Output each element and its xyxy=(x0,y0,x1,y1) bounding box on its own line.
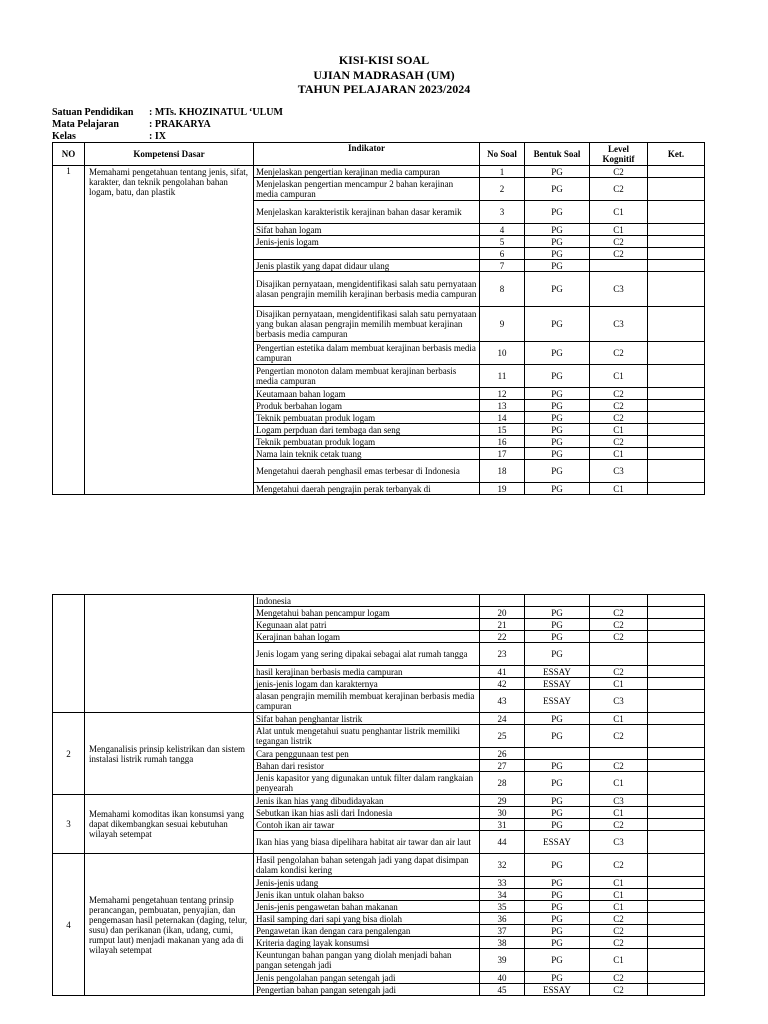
no-soal-cell: 25 xyxy=(480,725,525,748)
level-kognitif-cell: C1 xyxy=(590,365,648,388)
no-soal-cell: 16 xyxy=(480,436,525,448)
no-soal-cell: 2 xyxy=(480,178,525,201)
kisi-kisi-table-page-1 xyxy=(52,142,705,495)
bentuk-soal-cell: PG xyxy=(525,448,590,460)
bentuk-soal-cell: PG xyxy=(525,178,590,201)
bentuk-soal-cell: PG xyxy=(525,483,590,495)
bentuk-soal-cell xyxy=(525,748,590,760)
ket-cell xyxy=(648,877,705,889)
indikator-cell: Menjelaskan pengertian kerajinan media campuran xyxy=(254,166,480,178)
bentuk-soal-cell: PG xyxy=(525,272,590,307)
table-row xyxy=(53,166,705,178)
no-soal-cell: 45 xyxy=(480,984,525,996)
no-soal-cell: 29 xyxy=(480,795,525,807)
table-row xyxy=(53,595,705,607)
bentuk-soal-cell xyxy=(525,595,590,607)
level-kognitif-cell: C1 xyxy=(590,807,648,819)
level-kognitif-cell: C2 xyxy=(590,972,648,984)
no-soal-cell: 40 xyxy=(480,972,525,984)
ket-cell xyxy=(648,424,705,436)
level-kognitif-cell: C2 xyxy=(590,631,648,643)
ket-cell xyxy=(648,984,705,996)
title-line-2: UJIAN MADRASAH (UM) xyxy=(313,67,455,82)
bentuk-soal-cell: PG xyxy=(525,224,590,236)
level-kognitif-cell: C1 xyxy=(590,877,648,889)
level-kognitif-cell: C1 xyxy=(590,949,648,972)
no-soal-cell: 4 xyxy=(480,224,525,236)
no-soal-cell: 26 xyxy=(480,748,525,760)
meta-label: Mata Pelajaran xyxy=(52,119,119,130)
ket-cell xyxy=(648,949,705,972)
header-no-soal: No Soal xyxy=(480,143,525,166)
meta-satuan-pendidikan xyxy=(52,107,283,119)
indikator-cell: Mengetahui bahan pencampur logam xyxy=(254,607,480,619)
level-kognitif-cell: C1 xyxy=(590,201,648,224)
level-kognitif-cell: C2 xyxy=(590,619,648,631)
indikator-cell: Kegunaan alat patri xyxy=(254,619,480,631)
header-no: NO xyxy=(53,143,85,166)
ket-cell xyxy=(648,224,705,236)
no-soal-cell: 19 xyxy=(480,483,525,495)
indikator-cell: Mengetahui daerah penghasil emas terbesar di Indonesia xyxy=(254,460,480,483)
level-kognitif-cell: C2 xyxy=(590,178,648,201)
ket-cell xyxy=(648,643,705,666)
no-soal-cell: 13 xyxy=(480,400,525,412)
ket-cell xyxy=(648,272,705,307)
level-kognitif-cell: C2 xyxy=(590,854,648,877)
ket-cell xyxy=(648,607,705,619)
ket-cell xyxy=(648,678,705,690)
header-kompetensi-dasar: Kompetensi Dasar xyxy=(85,143,254,166)
no-soal-cell: 20 xyxy=(480,607,525,619)
indikator-cell: jenis-jenis logam dan karakternya xyxy=(254,678,480,690)
bentuk-soal-cell: PG xyxy=(525,248,590,260)
ket-cell xyxy=(648,260,705,272)
indikator-cell: Disajikan pernyataan, mengidentifikasi salah satu pernyataan yang bukan alasan pengrajin memilih membuat kerajinan berbasis media campuran xyxy=(254,307,480,342)
ket-cell xyxy=(648,236,705,248)
ket-cell xyxy=(648,166,705,178)
indikator-cell: Pengawetan ikan dengan cara pengalengan xyxy=(254,925,480,937)
kisi-kisi-table-page-2 xyxy=(52,594,705,996)
level-kognitif-cell xyxy=(590,595,648,607)
bentuk-soal-cell: PG xyxy=(525,901,590,913)
level-kognitif-cell: C1 xyxy=(590,224,648,236)
level-kognitif-cell: C2 xyxy=(590,760,648,772)
no-soal-cell: 44 xyxy=(480,831,525,854)
ket-cell xyxy=(648,760,705,772)
no-soal-cell: 17 xyxy=(480,448,525,460)
table-row xyxy=(53,713,705,725)
level-kognitif-cell: C2 xyxy=(590,666,648,678)
bentuk-soal-cell: PG xyxy=(525,913,590,925)
ket-cell xyxy=(648,937,705,949)
header-level-kognitif: Level Kognitif xyxy=(590,143,648,166)
indikator-cell: Jenis ikan hias yang dibudidayakan xyxy=(254,795,480,807)
bentuk-soal-cell: PG xyxy=(525,854,590,877)
ket-cell xyxy=(648,666,705,678)
bentuk-soal-cell: ESSAY xyxy=(525,831,590,854)
level-kognitif-cell: C2 xyxy=(590,388,648,400)
indikator-cell: Alat untuk mengetahui suatu penghantar listrik memiliki tegangan listrik xyxy=(254,725,480,748)
level-kognitif-cell: C1 xyxy=(590,424,648,436)
no-soal-cell: 6 xyxy=(480,248,525,260)
level-kognitif-cell: C2 xyxy=(590,937,648,949)
level-kognitif-cell: C2 xyxy=(590,925,648,937)
no-soal-cell: 23 xyxy=(480,643,525,666)
indikator-cell: Pengertian bahan pangan setengah jadi xyxy=(254,984,480,996)
indikator-cell: Menjelaskan karakteristik kerajinan bahan dasar keramik xyxy=(254,201,480,224)
meta-mata-pelajaran xyxy=(52,119,283,131)
no-soal-cell: 30 xyxy=(480,807,525,819)
bentuk-soal-cell: PG xyxy=(525,972,590,984)
indikator-cell: Logam perpduan dari tembaga dan seng xyxy=(254,424,480,436)
bentuk-soal-cell: PG xyxy=(525,643,590,666)
level-kognitif-cell: C1 xyxy=(590,448,648,460)
indikator-cell: Jenis pengolahan pangan setengah jadi xyxy=(254,972,480,984)
indikator-cell: Jenis-jenis logam xyxy=(254,236,480,248)
bentuk-soal-cell: PG xyxy=(525,631,590,643)
title-line-3: TAHUN PELAJARAN 2023/2024 xyxy=(297,82,471,96)
ket-cell xyxy=(648,831,705,854)
kompetensi-dasar-cell xyxy=(85,595,254,713)
no-soal-cell: 8 xyxy=(480,272,525,307)
level-kognitif-cell: C1 xyxy=(590,713,648,725)
no-soal-cell: 18 xyxy=(480,460,525,483)
level-kognitif-cell: C3 xyxy=(590,307,648,342)
indikator-cell: Disajikan pernyataan, mengidentifikasi salah satu pernyataan alasan pengrajin memilih kerajinan berbasis media campuran xyxy=(254,272,480,307)
bentuk-soal-cell: ESSAY xyxy=(525,690,590,713)
no-soal-cell: 43 xyxy=(480,690,525,713)
kompetensi-dasar-cell: Memahami pengetahuan tentang prinsip perancangan, pembuatan, penyajian, dan pengemasan hasil peternakan (daging, telur, susu) dan perikanan (ikan, udang, cumi, rumput laut) menjadi makanan yang ada di wilayah setempat xyxy=(85,854,254,996)
indikator-cell: Hasil samping dari sapi yang bisa diolah xyxy=(254,913,480,925)
ket-cell xyxy=(648,201,705,224)
no-soal-cell: 37 xyxy=(480,925,525,937)
ket-cell xyxy=(648,772,705,795)
no-soal-cell: 9 xyxy=(480,307,525,342)
indikator-cell: hasil kerajinan berbasis media campuran xyxy=(254,666,480,678)
indikator-cell: Pengertian estetika dalam membuat kerajinan berbasis media campuran xyxy=(254,342,480,365)
ket-cell xyxy=(648,342,705,365)
no-soal-cell: 35 xyxy=(480,901,525,913)
group-number xyxy=(53,595,85,713)
no-soal-cell: 7 xyxy=(480,260,525,272)
level-kognitif-cell: C1 xyxy=(590,483,648,495)
no-soal-cell: 38 xyxy=(480,937,525,949)
no-soal-cell: 21 xyxy=(480,619,525,631)
kompetensi-dasar-cell: Memahami komoditas ikan konsumsi yang dapat dikembangkan sesuai kebutuhan wilayah setempat xyxy=(85,795,254,854)
indikator-cell: Jenis ikan untuk olahan bakso xyxy=(254,889,480,901)
no-soal-cell xyxy=(480,595,525,607)
bentuk-soal-cell: PG xyxy=(525,877,590,889)
header-ket: Ket. xyxy=(648,143,705,166)
level-kognitif-cell: C2 xyxy=(590,984,648,996)
indikator-cell: Sifat bahan logam xyxy=(254,224,480,236)
bentuk-soal-cell: PG xyxy=(525,365,590,388)
indikator-cell xyxy=(254,248,480,260)
bentuk-soal-cell: PG xyxy=(525,713,590,725)
bentuk-soal-cell: PG xyxy=(525,260,590,272)
indikator-cell: Indonesia xyxy=(254,595,480,607)
bentuk-soal-cell: ESSAY xyxy=(525,678,590,690)
no-soal-cell: 14 xyxy=(480,412,525,424)
level-kognitif-cell: C2 xyxy=(590,436,648,448)
indikator-cell: Produk berbahan logam xyxy=(254,400,480,412)
no-soal-cell: 41 xyxy=(480,666,525,678)
bentuk-soal-cell: PG xyxy=(525,436,590,448)
level-kognitif-cell xyxy=(590,260,648,272)
indikator-cell: Sifat bahan penghantar listrik xyxy=(254,713,480,725)
ket-cell xyxy=(648,795,705,807)
ket-cell xyxy=(648,460,705,483)
ket-cell xyxy=(648,365,705,388)
header-bentuk-soal: Bentuk Soal xyxy=(525,143,590,166)
no-soal-cell: 31 xyxy=(480,819,525,831)
level-kognitif-cell: C2 xyxy=(590,412,648,424)
indikator-cell: Jenis-jenis pengawetan bahan makanan xyxy=(254,901,480,913)
ket-cell xyxy=(648,807,705,819)
bentuk-soal-cell: PG xyxy=(525,388,590,400)
ket-cell xyxy=(648,972,705,984)
ket-cell xyxy=(648,925,705,937)
no-soal-cell: 24 xyxy=(480,713,525,725)
indikator-cell: Menjelaskan pengertian mencampur 2 bahan kerajinan media campuran xyxy=(254,178,480,201)
indikator-cell: Kriteria daging layak konsumsi xyxy=(254,937,480,949)
kompetensi-dasar-cell: Memahami pengetahuan tentang jenis, sifat, karakter, dan teknik pengolahan bahan logam, batu, dan plastik xyxy=(85,166,254,495)
level-kognitif-cell: C2 xyxy=(590,725,648,748)
indikator-cell: Kerajinan bahan logam xyxy=(254,631,480,643)
group-number: 2 xyxy=(53,713,85,795)
level-kognitif-cell: C2 xyxy=(590,607,648,619)
ket-cell xyxy=(648,725,705,748)
no-soal-cell: 3 xyxy=(480,201,525,224)
bentuk-soal-cell: ESSAY xyxy=(525,666,590,678)
level-kognitif-cell: C1 xyxy=(590,901,648,913)
indikator-cell: Teknik pembuatan produk logam xyxy=(254,412,480,424)
level-kognitif-cell: C2 xyxy=(590,236,648,248)
bentuk-soal-cell: PG xyxy=(525,925,590,937)
indikator-cell: Hasil pengolahan bahan setengah jadi yang dapat disimpan dalam kondisi kering xyxy=(254,854,480,877)
meta-label: Kelas xyxy=(52,131,76,142)
ket-cell xyxy=(648,400,705,412)
indikator-cell: Pengertian monoton dalam membuat kerajinan berbasis media campuran xyxy=(254,365,480,388)
meta-value: : MTs. KHOZINATUL ‘ULUM xyxy=(149,107,283,118)
bentuk-soal-cell: PG xyxy=(525,412,590,424)
no-soal-cell: 15 xyxy=(480,424,525,436)
bentuk-soal-cell: PG xyxy=(525,166,590,178)
ket-cell xyxy=(648,889,705,901)
table-row xyxy=(53,795,705,807)
ket-cell xyxy=(648,619,705,631)
indikator-cell: Sebutkan ikan hias asli dari Indonesia xyxy=(254,807,480,819)
indikator-cell: Keutamaan bahan logam xyxy=(254,388,480,400)
meta-value: : IX xyxy=(149,131,166,142)
table-body xyxy=(53,595,705,996)
no-soal-cell: 36 xyxy=(480,913,525,925)
indikator-cell: alasan pengrajin memilih membuat kerajinan berbasis media campuran xyxy=(254,690,480,713)
no-soal-cell: 28 xyxy=(480,772,525,795)
table-header-row xyxy=(53,143,705,166)
level-kognitif-cell: C3 xyxy=(590,831,648,854)
document-title xyxy=(0,53,768,97)
indikator-cell: Contoh ikan air tawar xyxy=(254,819,480,831)
ket-cell xyxy=(648,854,705,877)
ket-cell xyxy=(648,483,705,495)
level-kognitif-cell: C1 xyxy=(590,772,648,795)
indikator-cell: Jenis plastik yang dapat didaur ulang xyxy=(254,260,480,272)
ket-cell xyxy=(648,690,705,713)
ket-cell xyxy=(648,901,705,913)
ket-cell xyxy=(648,631,705,643)
bentuk-soal-cell: PG xyxy=(525,889,590,901)
bentuk-soal-cell: PG xyxy=(525,307,590,342)
ket-cell xyxy=(648,412,705,424)
ket-cell xyxy=(648,913,705,925)
level-kognitif-cell: C2 xyxy=(590,400,648,412)
ket-cell xyxy=(648,748,705,760)
bentuk-soal-cell: PG xyxy=(525,819,590,831)
bentuk-soal-cell: PG xyxy=(525,424,590,436)
group-number: 4 xyxy=(53,854,85,996)
indikator-cell: Teknik pembuatan produk logam xyxy=(254,436,480,448)
table-row xyxy=(53,854,705,877)
document-meta xyxy=(52,107,283,143)
no-soal-cell: 10 xyxy=(480,342,525,365)
kompetensi-dasar-cell: Menganalisis prinsip kelistrikan dan sistem instalasi listrik rumah tangga xyxy=(85,713,254,795)
ket-cell xyxy=(648,819,705,831)
ket-cell xyxy=(648,595,705,607)
level-kognitif-cell xyxy=(590,748,648,760)
indikator-cell: Mengetahui daerah pengrajin perak terbanyak di xyxy=(254,483,480,495)
title-line-1: KISI-KISI SOAL xyxy=(338,53,430,67)
meta-label: Satuan Pendidikan xyxy=(52,107,134,118)
level-kognitif-cell: C3 xyxy=(590,272,648,307)
indikator-cell: Bahan dari resistor xyxy=(254,760,480,772)
level-kognitif-cell: C2 xyxy=(590,913,648,925)
level-kognitif-cell: C1 xyxy=(590,678,648,690)
no-soal-cell: 5 xyxy=(480,236,525,248)
level-kognitif-cell: C3 xyxy=(590,460,648,483)
bentuk-soal-cell: PG xyxy=(525,772,590,795)
indikator-cell: Keuntungan bahan pangan yang diolah menjadi bahan pangan setengah jadi xyxy=(254,949,480,972)
ket-cell xyxy=(648,436,705,448)
level-kognitif-cell: C1 xyxy=(590,889,648,901)
indikator-cell: Jenis kapasitor yang digunakan untuk filter dalam rangkaian penyearah xyxy=(254,772,480,795)
bentuk-soal-cell: PG xyxy=(525,725,590,748)
group-number: 1 xyxy=(53,166,85,495)
indikator-cell: Jenis-jenis udang xyxy=(254,877,480,889)
ket-cell xyxy=(648,178,705,201)
no-soal-cell: 42 xyxy=(480,678,525,690)
ket-cell xyxy=(648,307,705,342)
no-soal-cell: 1 xyxy=(480,166,525,178)
group-number: 3 xyxy=(53,795,85,854)
header-indikator: Indikator xyxy=(254,143,480,166)
level-kognitif-cell: C2 xyxy=(590,342,648,365)
table-body xyxy=(53,166,705,495)
level-kognitif-cell: C2 xyxy=(590,819,648,831)
level-kognitif-cell: C3 xyxy=(590,690,648,713)
no-soal-cell: 12 xyxy=(480,388,525,400)
no-soal-cell: 33 xyxy=(480,877,525,889)
level-kognitif-cell xyxy=(590,643,648,666)
bentuk-soal-cell: PG xyxy=(525,236,590,248)
meta-value: : PRAKARYA xyxy=(149,119,211,130)
indikator-cell: Nama lain teknik cetak tuang xyxy=(254,448,480,460)
no-soal-cell: 32 xyxy=(480,854,525,877)
bentuk-soal-cell: PG xyxy=(525,201,590,224)
ket-cell xyxy=(648,448,705,460)
bentuk-soal-cell: PG xyxy=(525,342,590,365)
bentuk-soal-cell: ESSAY xyxy=(525,984,590,996)
ket-cell xyxy=(648,713,705,725)
level-kognitif-cell: C3 xyxy=(590,795,648,807)
bentuk-soal-cell: PG xyxy=(525,937,590,949)
bentuk-soal-cell: PG xyxy=(525,760,590,772)
indikator-cell: Ikan hias yang biasa dipelihara habitat air tawar dan air laut xyxy=(254,831,480,854)
ket-cell xyxy=(648,388,705,400)
no-soal-cell: 27 xyxy=(480,760,525,772)
bentuk-soal-cell: PG xyxy=(525,949,590,972)
bentuk-soal-cell: PG xyxy=(525,400,590,412)
no-soal-cell: 22 xyxy=(480,631,525,643)
no-soal-cell: 39 xyxy=(480,949,525,972)
indikator-cell: Jenis logam yang sering dipakai sebagai alat rumah tangga xyxy=(254,643,480,666)
level-kognitif-cell: C2 xyxy=(590,248,648,260)
level-kognitif-cell: C2 xyxy=(590,166,648,178)
indikator-cell: Cara penggunaan test pen xyxy=(254,748,480,760)
ket-cell xyxy=(648,248,705,260)
bentuk-soal-cell: PG xyxy=(525,619,590,631)
no-soal-cell: 34 xyxy=(480,889,525,901)
no-soal-cell: 11 xyxy=(480,365,525,388)
bentuk-soal-cell: PG xyxy=(525,807,590,819)
bentuk-soal-cell: PG xyxy=(525,460,590,483)
bentuk-soal-cell: PG xyxy=(525,795,590,807)
bentuk-soal-cell: PG xyxy=(525,607,590,619)
